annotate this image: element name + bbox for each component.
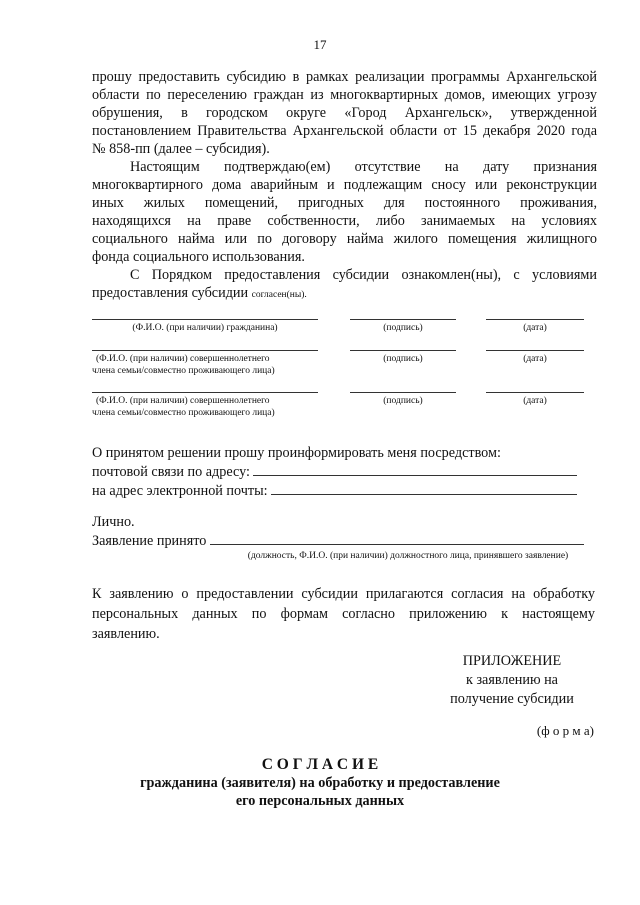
text-small: согласен(ны).: [251, 290, 307, 300]
caption-name: [92, 353, 318, 377]
paragraph-confirmation: [92, 158, 597, 266]
text-line: заявлению.: [92, 626, 160, 642]
email-label: на адрес электронной почты:: [92, 483, 268, 499]
appendix-line: к заявлению на: [466, 672, 558, 688]
signature-line[interactable]: [350, 350, 456, 351]
text-line: прошу предоставить субсидию в рамках реализации программы Архангельской: [92, 69, 597, 85]
paragraph-acknowledgement: [92, 266, 597, 304]
text-line: С Порядком предоставления субсидии ознакомлен(ны), с условиями: [130, 267, 597, 283]
text-line: обрушения, в городском округе «Город Архангельск», утвержденной: [92, 105, 597, 121]
form-label: (ф о р м а): [536, 723, 594, 738]
notify-heading: О принятом решении прошу проинформировать меня посредством:: [92, 445, 501, 461]
appendix-title: ПРИЛОЖЕНИЕ: [462, 653, 562, 669]
accepted-row: [92, 532, 592, 551]
postal-address-field[interactable]: [253, 463, 577, 476]
text-line: области по переселению граждан из многоквартирных домов, имеющих угрозу: [92, 87, 597, 103]
text-line: постановлением Правительства Архангельской области от 15 декабря 2020 года: [92, 123, 597, 139]
accepted-by-field[interactable]: [210, 532, 584, 545]
date-line[interactable]: [486, 319, 584, 320]
accepted-caption: (должность, Ф.И.О. (при наличии) должностного лица, принявшего заявление): [247, 551, 569, 561]
text-line: многоквартирного дома аварийным и подлежащим сносу или реконструкции: [92, 177, 597, 193]
caption-line: (Ф.И.О. (при наличии) совершеннолетнего: [96, 354, 270, 364]
notification-block: [92, 444, 592, 501]
caption-name: (Ф.И.О. (при наличии) гражданина): [132, 323, 278, 333]
date-line[interactable]: [486, 350, 584, 351]
text-line: персональных данных по формам согласно приложению к настоящему: [92, 606, 595, 622]
caption-line: члена семьи/совместно проживающего лица): [92, 408, 275, 418]
caption-signature: (подпись): [383, 354, 423, 364]
caption-name: [92, 395, 318, 419]
text-line: Настоящим подтверждаю(ем) отсутствие на дату признания: [130, 159, 597, 175]
paragraph-subsidy-request: [92, 68, 597, 158]
text-line: фонда социального использования.: [92, 249, 305, 265]
name-line-family-member[interactable]: [92, 392, 318, 393]
text-line: иных жилых помещений, пригодных для постоянного проживания,: [92, 195, 597, 211]
date-line[interactable]: [486, 392, 584, 393]
text-line: № 858-пп (далее – субсидия).: [92, 141, 270, 157]
signature-line[interactable]: [350, 319, 456, 320]
consent-subtitle: гражданина (заявителя) на обработку и предоставление: [140, 775, 500, 791]
signature-line[interactable]: [350, 392, 456, 393]
name-line-family-member[interactable]: [92, 350, 318, 351]
page-number: 17: [313, 37, 327, 52]
caption-line: (Ф.И.О. (при наличии) совершеннолетнего: [96, 396, 270, 406]
paragraph-attachments: [92, 584, 595, 644]
text-main: предоставления субсидии: [92, 285, 249, 301]
text-line: [92, 284, 597, 304]
consent-title: С О Г Л А С И Е: [261, 756, 379, 773]
text-line: социального найма или по договору найма жилого помещения жилищного: [92, 231, 597, 247]
caption-date: (дата): [523, 354, 547, 364]
caption-date: (дата): [523, 323, 547, 333]
appendix-line: получение субсидии: [450, 691, 574, 707]
text-line: К заявлению о предоставлении субсидии прилагаются согласия на обработку: [92, 586, 595, 602]
email-row: [92, 482, 592, 501]
caption-date: (дата): [523, 396, 547, 406]
postal-label: почтовой связи по адресу:: [92, 464, 250, 480]
accepted-label: Заявление принято: [92, 533, 207, 549]
caption-signature: (подпись): [383, 396, 423, 406]
consent-subtitle: его персональных данных: [235, 793, 405, 809]
personally-text: Лично.: [92, 514, 135, 530]
acceptance-block: [92, 513, 592, 551]
text-line: находящихся на праве собственности, либо занимаемых на условиях: [92, 213, 597, 229]
email-address-field[interactable]: [271, 482, 577, 495]
caption-signature: (подпись): [383, 323, 423, 333]
appendix-header: [432, 652, 592, 709]
name-line-citizen[interactable]: [92, 319, 318, 320]
caption-line: члена семьи/совместно проживающего лица): [92, 366, 275, 376]
postal-row: [92, 463, 592, 482]
